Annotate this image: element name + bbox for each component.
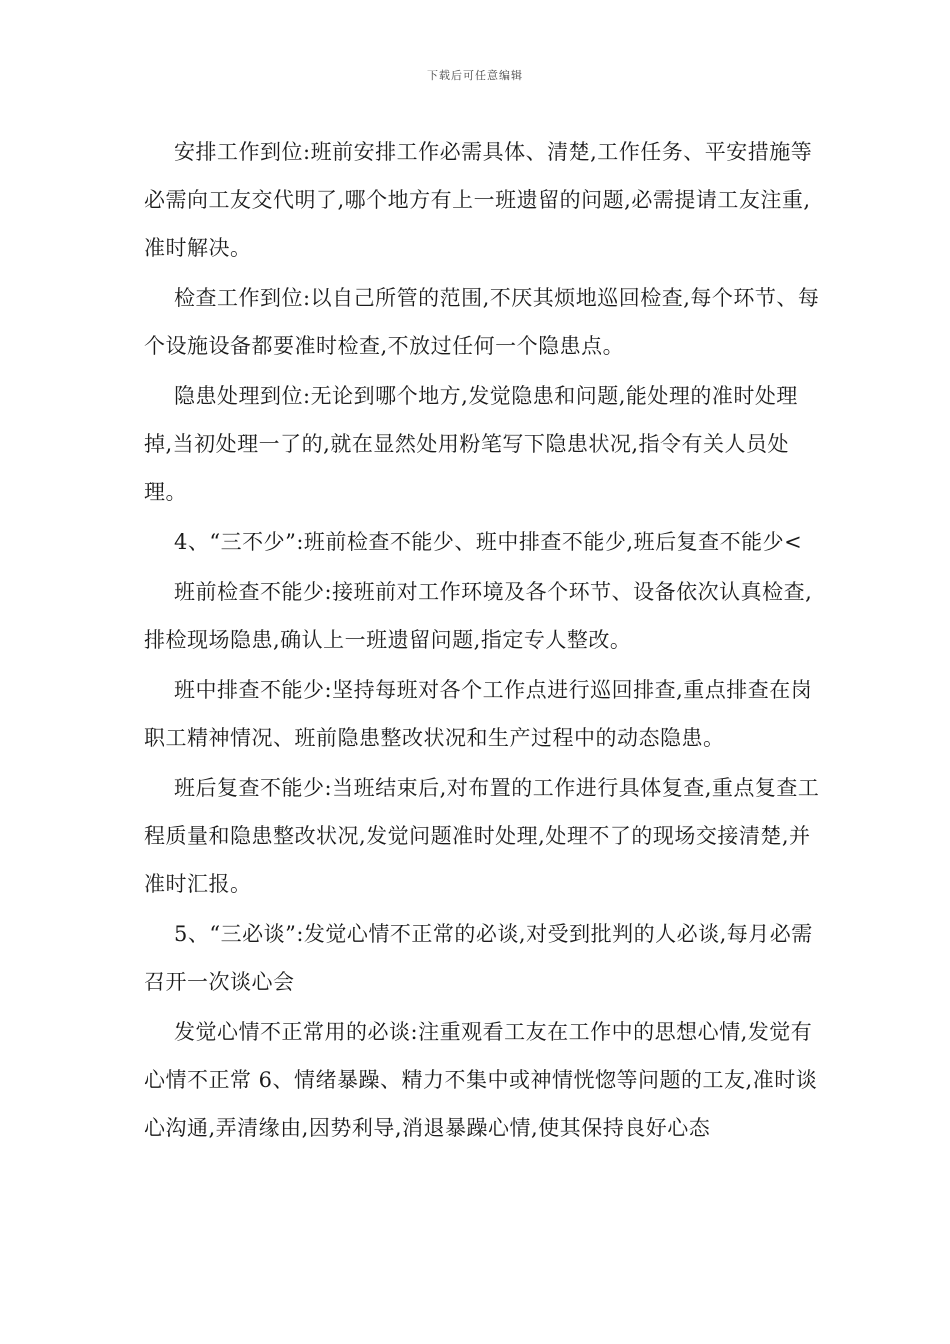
paragraph-mid-shift-check: 班中排查不能少:坚持每班对各个工作点进行巡回排查,重点排查在岗职工精神情况、班前隐患整改状况和生产过程中的动态隐患。 [144, 678, 813, 750]
paragraph-work-arrangement: 安排工作到位:班前安排工作必需具体、清楚,工作任务、平安措施等必需向工友交代明了,哪个地方有上一班遗留的问题,必需提请工友注重,准时解决。 [144, 140, 813, 260]
paragraph-three-talks: 5、“三必谈”:发觉心情不正常的必谈,对受到批判的人必谈,每月必需召开一次谈心会 [144, 922, 813, 994]
paragraph-mood-talk: 发觉心情不正常用的必谈:注重观看工友在工作中的思想心情,发觉有心情不正常 6、情绪暴躁、精力不集中或神情恍惚等问题的工友,准时谈心沟通,弄清缘由,因势利导,消退暴躁心情,使其保持良好心态 [144, 1020, 818, 1140]
paragraph-hazard-handling: 隐患处理到位:无论到哪个地方,发觉隐患和问题,能处理的准时处理掉,当初处理一了的,就在显然处用粉笔写下隐患状况,指令有关人员处理。 [144, 384, 798, 504]
paragraph-three-musts: 4、“三不少”:班前检查不能少、班中排查不能少,班后复查不能少< [174, 530, 803, 554]
page-header: 下载后可任意编辑 [427, 69, 523, 82]
paragraph-inspection: 检查工作到位:以自己所管的范围,不厌其烦地巡回检查,每个环节、每个设施设备都要准时检查,不放过任何一个隐患点。 [144, 286, 820, 358]
paragraph-post-shift-check: 班后复查不能少:当班结束后,对布置的工作进行具体复查,重点复查工程质量和隐患整改状况,发觉问题准时处理,处理不了的现场交接清楚,并准时汇报。 [144, 776, 820, 896]
document-body [144, 128, 824, 1154]
paragraph-pre-shift-check: 班前检查不能少:接班前对工作环境及各个环节、设备依次认真检查,排检现场隐患,确认上一班遗留问题,指定专人整改。 [144, 580, 813, 652]
